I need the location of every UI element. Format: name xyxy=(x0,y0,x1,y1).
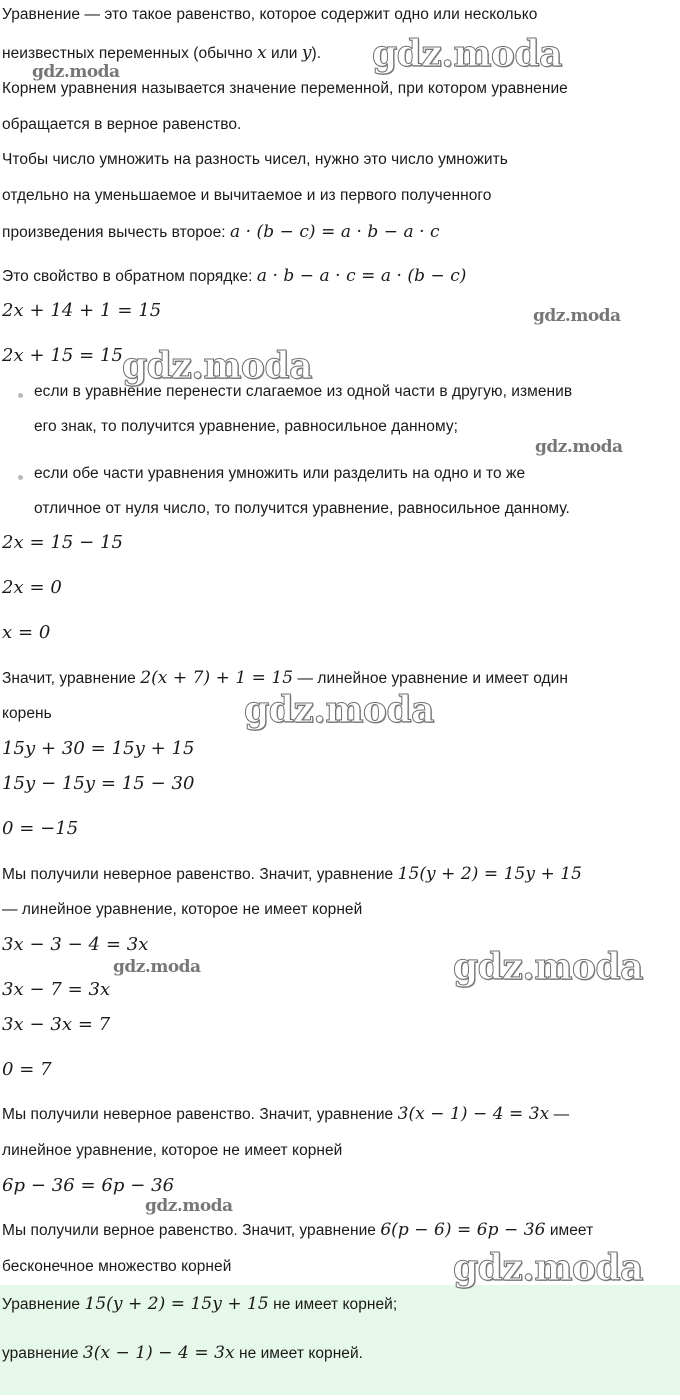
distributive-line-2: отдельно на уменьшаемое и вычитаемое и из первого полученного xyxy=(2,187,492,204)
conclusion-4-line-2: бесконечное множество корней xyxy=(2,1258,232,1275)
distributive-line-3: произведения вычесть второе: a · (b − c) = a · b − a · c xyxy=(2,222,440,242)
watermark: gdz.moda xyxy=(535,437,623,457)
watermark: gdz.moda xyxy=(113,957,201,977)
equation-step: 15y + 30 = 15y + 15 xyxy=(2,738,195,759)
equation-step: 0 = −15 xyxy=(2,818,79,839)
watermark: gdz.moda xyxy=(453,1247,643,1289)
bullet-dot xyxy=(18,475,23,480)
watermark: gdz.moda xyxy=(32,62,120,82)
equation-step: 6p − 36 = 6p − 36 xyxy=(2,1175,175,1196)
distributive-line-1: Чтобы число умножить на разность чисел, нужно это число умножить xyxy=(2,151,508,168)
equation-step: 3x − 3 − 4 = 3x xyxy=(2,934,149,955)
bullet-2-line-1: если обе части уравнения умножить или разделить на одно и то же xyxy=(34,465,526,482)
answer-line-1: Уравнение 15(y + 2) = 15y + 15 не имеет корней; xyxy=(2,1294,398,1314)
watermark: gdz.moda xyxy=(533,306,621,326)
equation-step: 2x + 14 + 1 = 15 xyxy=(2,300,162,321)
watermark: gdz.moda xyxy=(145,1196,233,1216)
watermark: gdz.moda xyxy=(453,946,643,988)
conclusion-2-line-1: Мы получили неверное равенство. Значит, уравнение 15(y + 2) = 15y + 15 xyxy=(2,864,582,884)
bullet-1-line-1: если в уравнение перенести слагаемое из одной части в другую, изменив xyxy=(34,383,573,400)
bullet-1-line-2: его знак, то получится уравнение, равносильное данному; xyxy=(34,418,458,435)
conclusion-4-line-1: Мы получили верное равенство. Значит, уравнение 6(p − 6) = 6p − 36 имеет xyxy=(2,1220,594,1240)
reverse-property: Это свойство в обратном порядке: a · b − a · c = a · (b − c) xyxy=(2,266,467,286)
equation-step: 0 = 7 xyxy=(2,1059,52,1080)
equation-step: 15y − 15y = 15 − 30 xyxy=(2,773,195,794)
bullet-2-line-2: отличное от нуля число, то получится уравнение, равносильное данному. xyxy=(34,500,570,517)
watermark: gdz.moda xyxy=(372,33,562,75)
root-line-2: обращается в верное равенство. xyxy=(2,116,242,133)
equation-step: 3x − 7 = 3x xyxy=(2,979,111,1000)
conclusion-1-line-1: Значит, уравнение 2(x + 7) + 1 = 15 — линейное уравнение и имеет один xyxy=(2,668,568,688)
equation-step: x = 0 xyxy=(2,622,51,643)
conclusion-1-line-2: корень xyxy=(2,705,52,722)
equation-step: 3x − 3x = 7 xyxy=(2,1014,111,1035)
conclusion-2-line-2: — линейное уравнение, которое не имеет корней xyxy=(2,901,363,918)
definition-line-1: Уравнение — это такое равенство, которое содержит одно или несколько xyxy=(2,6,538,23)
answer-line-2: уравнение 3(x − 1) − 4 = 3x не имеет корней. xyxy=(2,1343,364,1363)
watermark: gdz.moda xyxy=(244,689,434,731)
watermark: gdz.moda xyxy=(122,345,312,387)
equation-step: 2x + 15 = 15 xyxy=(2,345,124,366)
root-line-1: Корнем уравнения называется значение переменной, при котором уравнение xyxy=(2,80,568,97)
equation-step: 2x = 15 − 15 xyxy=(2,532,124,553)
conclusion-3-line-1: Мы получили неверное равенство. Значит, уравнение 3(x − 1) − 4 = 3x — xyxy=(2,1104,570,1124)
definition-line-2: неизвестных переменных (обычно x или y). xyxy=(2,43,322,63)
bullet-dot xyxy=(18,393,23,398)
conclusion-3-line-2: линейное уравнение, которое не имеет корней xyxy=(2,1142,343,1159)
equation-step: 2x = 0 xyxy=(2,577,62,598)
